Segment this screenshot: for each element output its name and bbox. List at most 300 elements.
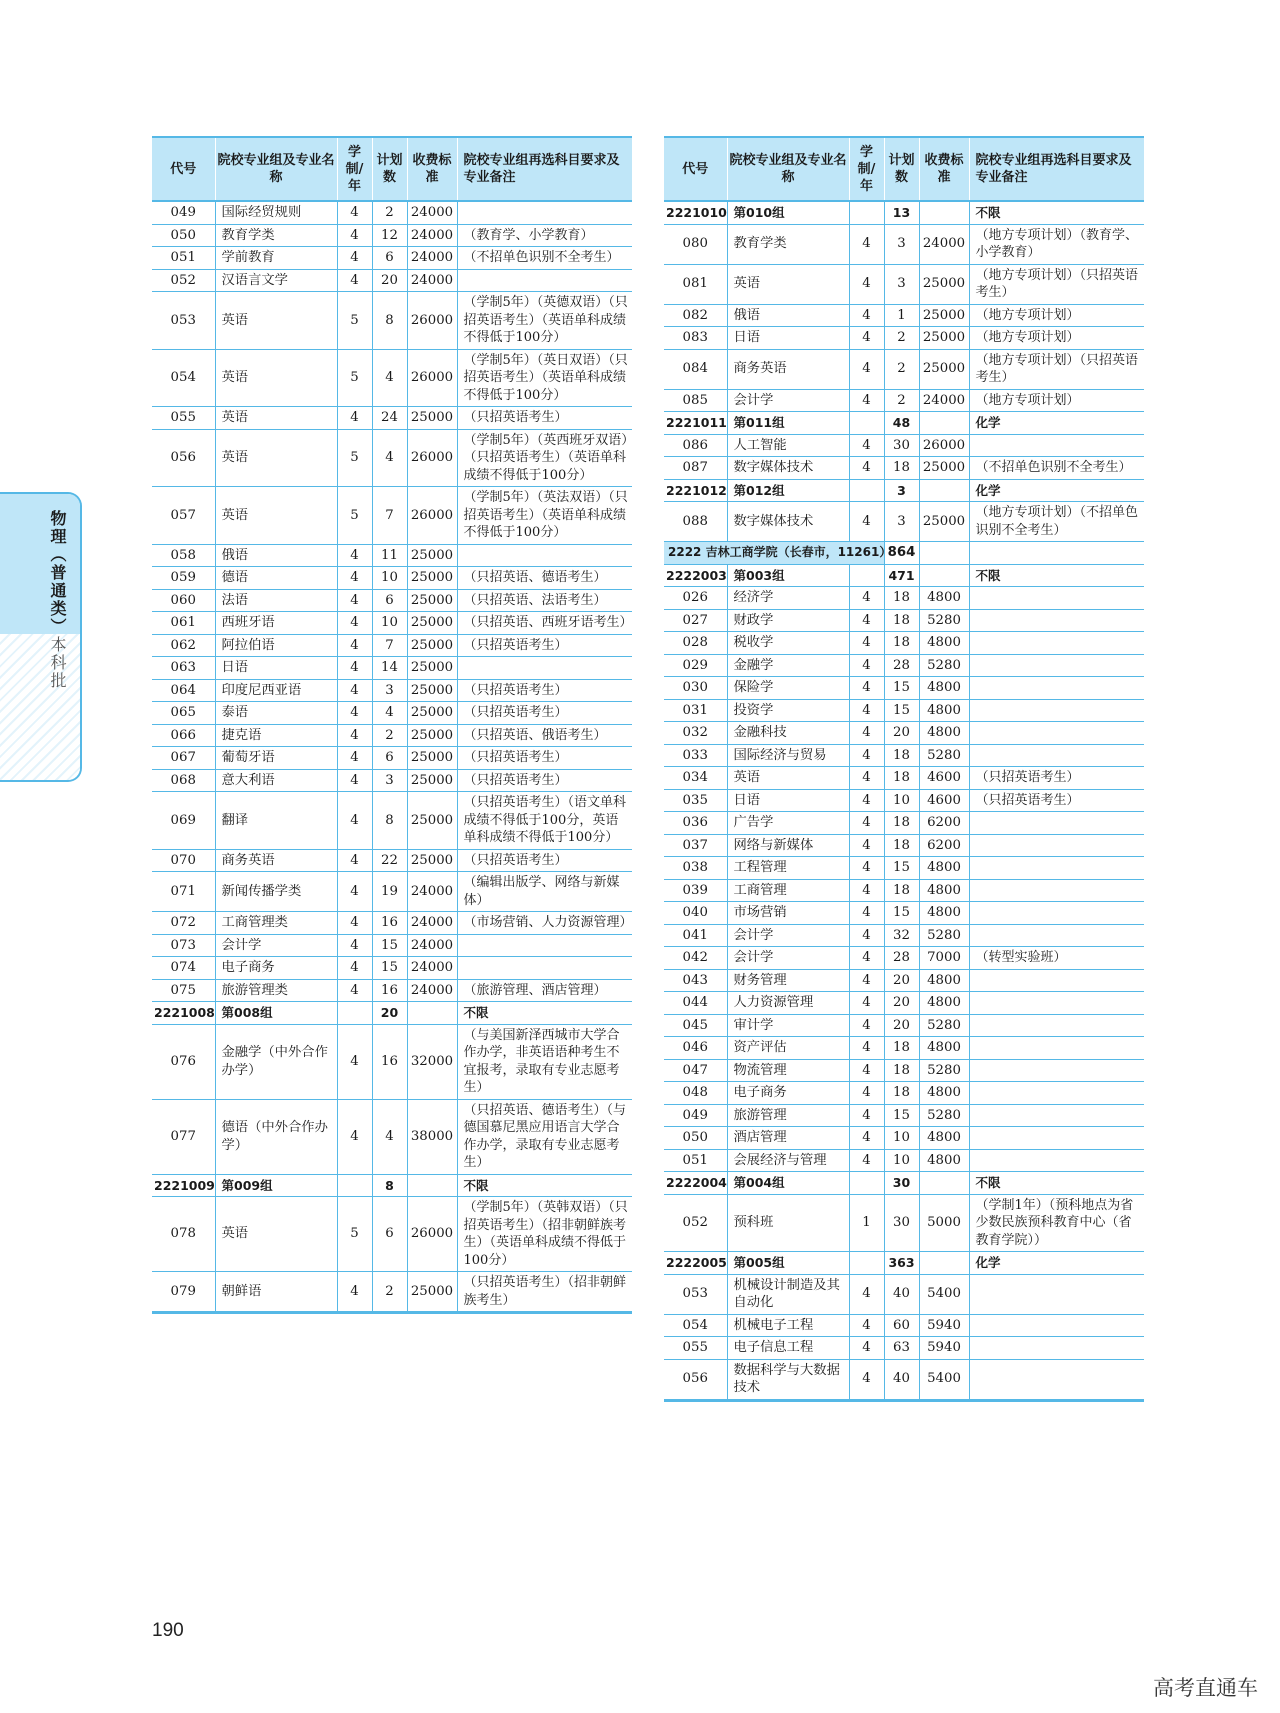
name-cell: 英语 bbox=[215, 429, 337, 487]
code-cell: 073 bbox=[152, 934, 215, 957]
table-row bbox=[152, 589, 632, 612]
table-row bbox=[664, 722, 1144, 745]
group-row bbox=[664, 412, 1144, 435]
fee-cell: 26000 bbox=[407, 487, 457, 545]
years-cell: 4 bbox=[337, 769, 372, 792]
years-cell: 4 bbox=[337, 269, 372, 292]
fee-cell: 25000 bbox=[407, 747, 457, 770]
fee-cell: 25000 bbox=[407, 679, 457, 702]
table-row bbox=[152, 769, 632, 792]
table-row bbox=[152, 567, 632, 590]
name-cell: 金融科技 bbox=[727, 722, 849, 745]
name-cell: 商务英语 bbox=[215, 849, 337, 872]
table-row bbox=[664, 789, 1144, 812]
table-row bbox=[664, 857, 1144, 880]
name-cell: 法语 bbox=[215, 589, 337, 612]
note-cell bbox=[457, 544, 632, 567]
years-cell: 4 bbox=[337, 407, 372, 430]
years-cell: 4 bbox=[849, 969, 884, 992]
note-cell: （教育学、小学教育） bbox=[457, 224, 632, 247]
header-plan: 计划数 bbox=[884, 137, 919, 201]
table-row bbox=[152, 247, 632, 270]
years-cell: 4 bbox=[849, 812, 884, 835]
name-cell: 财政学 bbox=[727, 609, 849, 632]
name-cell: 英语 bbox=[215, 292, 337, 350]
name-cell: 第004组 bbox=[727, 1172, 849, 1195]
years-cell: 4 bbox=[849, 224, 884, 264]
table-row bbox=[664, 924, 1144, 947]
plan-cell: 3 bbox=[372, 769, 407, 792]
empty-cell bbox=[919, 542, 969, 565]
years-cell: 4 bbox=[337, 957, 372, 980]
code-cell: 051 bbox=[152, 247, 215, 270]
fee-cell: 25000 bbox=[407, 567, 457, 590]
plan-cell: 18 bbox=[884, 1059, 919, 1082]
header-notes: 院校专业组再选科目要求及专业备注 bbox=[969, 137, 1144, 201]
plan-cell: 8 bbox=[372, 292, 407, 350]
header-fee: 收费标准 bbox=[919, 137, 969, 201]
note-cell bbox=[457, 269, 632, 292]
plan-cell: 3 bbox=[884, 264, 919, 304]
note-cell bbox=[969, 992, 1144, 1015]
fee-cell: 25000 bbox=[407, 792, 457, 850]
code-cell: 076 bbox=[152, 1024, 215, 1099]
left-table-body bbox=[152, 201, 632, 1312]
fee-cell: 25000 bbox=[407, 702, 457, 725]
note-cell bbox=[457, 957, 632, 980]
name-cell: 德语（中外合作办学） bbox=[215, 1099, 337, 1174]
fee-cell: 4800 bbox=[919, 969, 969, 992]
fee-cell bbox=[919, 412, 969, 435]
table-row bbox=[664, 587, 1144, 610]
note-cell bbox=[969, 434, 1144, 457]
plan-cell: 40 bbox=[884, 1274, 919, 1314]
code-cell: 028 bbox=[664, 632, 727, 655]
note-cell: （学制5年）（英西班牙双语）（只招英语考生）（英语单科成绩不得低于100分） bbox=[457, 429, 632, 487]
table-row bbox=[664, 1274, 1144, 1314]
name-cell: 投资学 bbox=[727, 699, 849, 722]
group-row bbox=[664, 1252, 1144, 1275]
years-cell: 5 bbox=[337, 292, 372, 350]
note-cell bbox=[969, 699, 1144, 722]
code-cell: 069 bbox=[152, 792, 215, 850]
name-cell: 捷克语 bbox=[215, 724, 337, 747]
note-cell bbox=[969, 812, 1144, 835]
name-cell: 人力资源管理 bbox=[727, 992, 849, 1015]
plan-cell: 3 bbox=[884, 502, 919, 542]
fee-cell: 32000 bbox=[407, 1024, 457, 1099]
years-cell: 4 bbox=[849, 1314, 884, 1337]
code-cell: 051 bbox=[664, 1149, 727, 1172]
note-cell: （地方专项计划） bbox=[969, 327, 1144, 350]
name-cell: 数字媒体技术 bbox=[727, 457, 849, 480]
code-cell: 086 bbox=[664, 434, 727, 457]
code-cell: 037 bbox=[664, 834, 727, 857]
table-row bbox=[152, 912, 632, 935]
fee-cell: 25000 bbox=[919, 457, 969, 480]
fee-cell: 25000 bbox=[407, 657, 457, 680]
note-cell: 化学 bbox=[969, 412, 1144, 435]
name-cell: 俄语 bbox=[727, 304, 849, 327]
fee-cell: 25000 bbox=[407, 724, 457, 747]
name-cell: 工商管理 bbox=[727, 879, 849, 902]
table-row bbox=[664, 1127, 1144, 1150]
years-cell: 4 bbox=[337, 724, 372, 747]
note-cell: （只招英语考生） bbox=[457, 634, 632, 657]
code-cell: 047 bbox=[664, 1059, 727, 1082]
code-cell: 055 bbox=[152, 407, 215, 430]
plan-cell: 24 bbox=[372, 407, 407, 430]
years-cell: 4 bbox=[337, 934, 372, 957]
years-cell: 4 bbox=[849, 632, 884, 655]
note-cell: （市场营销、人力资源管理） bbox=[457, 912, 632, 935]
years-cell: 4 bbox=[337, 912, 372, 935]
code-cell: 067 bbox=[152, 747, 215, 770]
note-cell bbox=[969, 722, 1144, 745]
years-cell: 4 bbox=[849, 434, 884, 457]
name-cell: 日语 bbox=[727, 327, 849, 350]
note-cell: （地方专项计划）（只招英语考生） bbox=[969, 349, 1144, 389]
plan-cell: 4 bbox=[372, 1099, 407, 1174]
years-cell: 4 bbox=[849, 1127, 884, 1150]
name-cell: 国际经贸规则 bbox=[215, 201, 337, 224]
name-cell: 葡萄牙语 bbox=[215, 747, 337, 770]
years-cell: 4 bbox=[849, 879, 884, 902]
plan-cell: 48 bbox=[884, 412, 919, 435]
years-cell: 4 bbox=[337, 1099, 372, 1174]
table-row bbox=[664, 879, 1144, 902]
name-cell: 会计学 bbox=[727, 924, 849, 947]
code-cell: 050 bbox=[152, 224, 215, 247]
plan-cell: 18 bbox=[884, 1037, 919, 1060]
fee-cell bbox=[919, 1172, 969, 1195]
plan-cell: 15 bbox=[884, 1104, 919, 1127]
note-cell: （学制5年）（英韩双语）（只招英语考生）（招非朝鲜族考生）（英语单科成绩不得低于100分） bbox=[457, 1197, 632, 1272]
years-cell: 4 bbox=[849, 1037, 884, 1060]
name-cell: 泰语 bbox=[215, 702, 337, 725]
years-cell bbox=[849, 479, 884, 502]
fee-cell bbox=[919, 479, 969, 502]
fee-cell: 4800 bbox=[919, 857, 969, 880]
name-cell: 翻译 bbox=[215, 792, 337, 850]
name-cell: 印度尼西亚语 bbox=[215, 679, 337, 702]
years-cell: 4 bbox=[337, 201, 372, 224]
plan-cell: 20 bbox=[372, 269, 407, 292]
table-row bbox=[664, 609, 1144, 632]
table-row bbox=[664, 434, 1144, 457]
table-row bbox=[152, 1272, 632, 1312]
table-row bbox=[152, 679, 632, 702]
years-cell: 4 bbox=[849, 699, 884, 722]
name-cell: 会计学 bbox=[215, 934, 337, 957]
name-cell: 人工智能 bbox=[727, 434, 849, 457]
years-cell: 4 bbox=[849, 924, 884, 947]
fee-cell: 25000 bbox=[919, 264, 969, 304]
plan-cell: 18 bbox=[884, 587, 919, 610]
code-cell: 083 bbox=[664, 327, 727, 350]
plan-cell: 16 bbox=[372, 979, 407, 1002]
table-row bbox=[664, 902, 1144, 925]
fee-cell: 5280 bbox=[919, 609, 969, 632]
table-row bbox=[664, 1082, 1144, 1105]
table-row bbox=[152, 872, 632, 912]
years-cell bbox=[849, 1172, 884, 1195]
code-cell: 071 bbox=[152, 872, 215, 912]
table-row bbox=[152, 269, 632, 292]
name-cell: 工商管理类 bbox=[215, 912, 337, 935]
plan-cell: 19 bbox=[372, 872, 407, 912]
name-cell: 商务英语 bbox=[727, 349, 849, 389]
code-cell: 056 bbox=[152, 429, 215, 487]
note-cell: 化学 bbox=[969, 479, 1144, 502]
note-cell bbox=[969, 924, 1144, 947]
code-cell: 066 bbox=[152, 724, 215, 747]
code-cell: 2222005 bbox=[664, 1252, 727, 1275]
years-cell: 4 bbox=[337, 979, 372, 1002]
fee-cell: 25000 bbox=[407, 589, 457, 612]
group-row bbox=[664, 201, 1144, 224]
table-row bbox=[152, 544, 632, 567]
fee-cell: 25000 bbox=[407, 612, 457, 635]
plan-cell: 15 bbox=[372, 957, 407, 980]
note-cell: 不限 bbox=[457, 1174, 632, 1197]
fee-cell: 26000 bbox=[407, 1197, 457, 1272]
code-cell: 033 bbox=[664, 744, 727, 767]
code-cell: 039 bbox=[664, 879, 727, 902]
code-cell: 074 bbox=[152, 957, 215, 980]
years-cell: 4 bbox=[849, 722, 884, 745]
years-cell: 4 bbox=[337, 679, 372, 702]
note-cell bbox=[969, 1014, 1144, 1037]
side-tab-batch: 本科批 bbox=[48, 636, 67, 690]
header-major-name: 院校专业组及专业名称 bbox=[215, 137, 337, 201]
table-row bbox=[664, 304, 1144, 327]
group-row bbox=[664, 479, 1144, 502]
years-cell: 4 bbox=[849, 767, 884, 790]
code-cell: 027 bbox=[664, 609, 727, 632]
note-cell: （只招英语考生） bbox=[457, 679, 632, 702]
table-row bbox=[664, 457, 1144, 480]
right-table-column bbox=[664, 136, 1144, 1402]
fee-cell: 26000 bbox=[407, 349, 457, 407]
fee-cell bbox=[919, 564, 969, 587]
plan-cell: 18 bbox=[884, 879, 919, 902]
fee-cell: 25000 bbox=[919, 304, 969, 327]
plan-cell: 4 bbox=[372, 702, 407, 725]
years-cell: 4 bbox=[337, 792, 372, 850]
plan-cell: 18 bbox=[884, 609, 919, 632]
note-cell: （地方专项计划）（不招单色识别不全考生） bbox=[969, 502, 1144, 542]
fee-cell: 5280 bbox=[919, 1059, 969, 1082]
plan-cell: 32 bbox=[884, 924, 919, 947]
table-row bbox=[664, 992, 1144, 1015]
code-cell: 054 bbox=[152, 349, 215, 407]
note-cell bbox=[969, 677, 1144, 700]
fee-cell: 26000 bbox=[407, 429, 457, 487]
note-cell bbox=[969, 1359, 1144, 1399]
years-cell: 4 bbox=[849, 1082, 884, 1105]
code-cell: 075 bbox=[152, 979, 215, 1002]
name-cell: 金融学 bbox=[727, 654, 849, 677]
plan-cell: 10 bbox=[372, 567, 407, 590]
fee-cell: 6200 bbox=[919, 812, 969, 835]
code-cell: 2221010 bbox=[664, 201, 727, 224]
table-row bbox=[152, 849, 632, 872]
table-row bbox=[152, 657, 632, 680]
years-cell: 4 bbox=[337, 634, 372, 657]
name-cell: 旅游管理类 bbox=[215, 979, 337, 1002]
years-cell: 4 bbox=[337, 702, 372, 725]
fee-cell: 25000 bbox=[407, 1272, 457, 1312]
fee-cell: 24000 bbox=[407, 872, 457, 912]
code-cell: 044 bbox=[664, 992, 727, 1015]
name-cell: 旅游管理 bbox=[727, 1104, 849, 1127]
years-cell: 4 bbox=[849, 992, 884, 1015]
plan-cell: 8 bbox=[372, 1174, 407, 1197]
plan-cell: 15 bbox=[884, 699, 919, 722]
years-cell bbox=[337, 1002, 372, 1025]
right-admission-table bbox=[664, 136, 1144, 1400]
fee-cell: 4800 bbox=[919, 992, 969, 1015]
left-admission-table bbox=[152, 136, 632, 1312]
header-fee: 收费标准 bbox=[407, 137, 457, 201]
fee-cell: 5400 bbox=[919, 1359, 969, 1399]
fee-cell: 24000 bbox=[407, 201, 457, 224]
code-cell: 061 bbox=[152, 612, 215, 635]
note-cell: （只招英语考生） bbox=[457, 849, 632, 872]
school-plan: 864 bbox=[884, 542, 919, 565]
plan-cell: 6 bbox=[372, 747, 407, 770]
code-cell: 048 bbox=[664, 1082, 727, 1105]
fee-cell: 5940 bbox=[919, 1337, 969, 1360]
empty-cell bbox=[969, 542, 1144, 565]
note-cell bbox=[969, 1037, 1144, 1060]
name-cell: 新闻传播学类 bbox=[215, 872, 337, 912]
note-cell: 不限 bbox=[969, 201, 1144, 224]
years-cell: 1 bbox=[849, 1194, 884, 1252]
plan-cell: 18 bbox=[884, 457, 919, 480]
school-row bbox=[664, 542, 1144, 565]
note-cell bbox=[969, 587, 1144, 610]
note-cell bbox=[969, 654, 1144, 677]
note-cell: （只招英语考生） bbox=[457, 769, 632, 792]
years-cell: 4 bbox=[337, 544, 372, 567]
code-cell: 045 bbox=[664, 1014, 727, 1037]
table-row bbox=[152, 1197, 632, 1272]
name-cell: 第009组 bbox=[215, 1174, 337, 1197]
fee-cell: 4800 bbox=[919, 722, 969, 745]
plan-cell: 18 bbox=[884, 812, 919, 835]
fee-cell: 5280 bbox=[919, 654, 969, 677]
years-cell: 4 bbox=[337, 747, 372, 770]
note-cell: （学制1年）（预科地点为省少数民族预科教育中心（省教育学院）） bbox=[969, 1194, 1144, 1252]
name-cell: 日语 bbox=[727, 789, 849, 812]
table-row bbox=[152, 1099, 632, 1174]
note-cell bbox=[969, 834, 1144, 857]
plan-cell: 3 bbox=[372, 679, 407, 702]
name-cell: 审计学 bbox=[727, 1014, 849, 1037]
fee-cell: 25000 bbox=[407, 634, 457, 657]
fee-cell: 4800 bbox=[919, 587, 969, 610]
years-cell: 4 bbox=[849, 677, 884, 700]
years-cell: 4 bbox=[337, 849, 372, 872]
note-cell bbox=[969, 744, 1144, 767]
name-cell: 德语 bbox=[215, 567, 337, 590]
name-cell: 会展经济与管理 bbox=[727, 1149, 849, 1172]
code-cell: 035 bbox=[664, 789, 727, 812]
fee-cell: 25000 bbox=[919, 327, 969, 350]
name-cell: 第003组 bbox=[727, 564, 849, 587]
fee-cell bbox=[919, 201, 969, 224]
fee-cell bbox=[919, 1252, 969, 1275]
code-cell: 065 bbox=[152, 702, 215, 725]
fee-cell: 4800 bbox=[919, 699, 969, 722]
code-cell: 046 bbox=[664, 1037, 727, 1060]
name-cell: 第012组 bbox=[727, 479, 849, 502]
code-cell: 036 bbox=[664, 812, 727, 835]
name-cell: 意大利语 bbox=[215, 769, 337, 792]
code-cell: 053 bbox=[664, 1274, 727, 1314]
note-cell bbox=[969, 632, 1144, 655]
years-cell: 4 bbox=[849, 744, 884, 767]
plan-cell: 15 bbox=[884, 677, 919, 700]
plan-cell: 8 bbox=[372, 792, 407, 850]
plan-cell: 6 bbox=[372, 1197, 407, 1272]
note-cell: （不招单色识别不全考生） bbox=[969, 457, 1144, 480]
table-row bbox=[664, 677, 1144, 700]
years-cell: 4 bbox=[849, 587, 884, 610]
table-row bbox=[152, 724, 632, 747]
name-cell: 阿拉伯语 bbox=[215, 634, 337, 657]
code-cell: 056 bbox=[664, 1359, 727, 1399]
name-cell: 酒店管理 bbox=[727, 1127, 849, 1150]
fee-cell: 24000 bbox=[407, 269, 457, 292]
name-cell: 数据科学与大数据技术 bbox=[727, 1359, 849, 1399]
note-cell: （地方专项计划）（教育学、小学教育） bbox=[969, 224, 1144, 264]
table-row bbox=[664, 969, 1144, 992]
plan-cell: 363 bbox=[884, 1252, 919, 1275]
years-cell: 4 bbox=[849, 304, 884, 327]
table-row bbox=[664, 1149, 1144, 1172]
code-cell: 060 bbox=[152, 589, 215, 612]
code-cell: 085 bbox=[664, 389, 727, 412]
plan-cell: 2 bbox=[884, 349, 919, 389]
code-cell: 084 bbox=[664, 349, 727, 389]
table-row bbox=[664, 812, 1144, 835]
table-row bbox=[664, 632, 1144, 655]
table-row bbox=[664, 1037, 1144, 1060]
code-cell: 038 bbox=[664, 857, 727, 880]
note-cell: （只招英语考生） bbox=[969, 789, 1144, 812]
header-code: 代号 bbox=[664, 137, 727, 201]
name-cell: 俄语 bbox=[215, 544, 337, 567]
fee-cell: 4800 bbox=[919, 1149, 969, 1172]
code-cell: 049 bbox=[664, 1104, 727, 1127]
table-row bbox=[152, 792, 632, 850]
plan-cell: 14 bbox=[372, 657, 407, 680]
name-cell: 财务管理 bbox=[727, 969, 849, 992]
fee-cell: 4600 bbox=[919, 767, 969, 790]
code-cell: 054 bbox=[664, 1314, 727, 1337]
plan-cell: 63 bbox=[884, 1337, 919, 1360]
plan-cell: 2 bbox=[372, 201, 407, 224]
note-cell bbox=[969, 1149, 1144, 1172]
code-cell: 068 bbox=[152, 769, 215, 792]
name-cell: 英语 bbox=[215, 349, 337, 407]
side-tab-category: 物理（普通类） bbox=[48, 510, 67, 636]
name-cell: 英语 bbox=[215, 407, 337, 430]
table-row bbox=[664, 1014, 1144, 1037]
